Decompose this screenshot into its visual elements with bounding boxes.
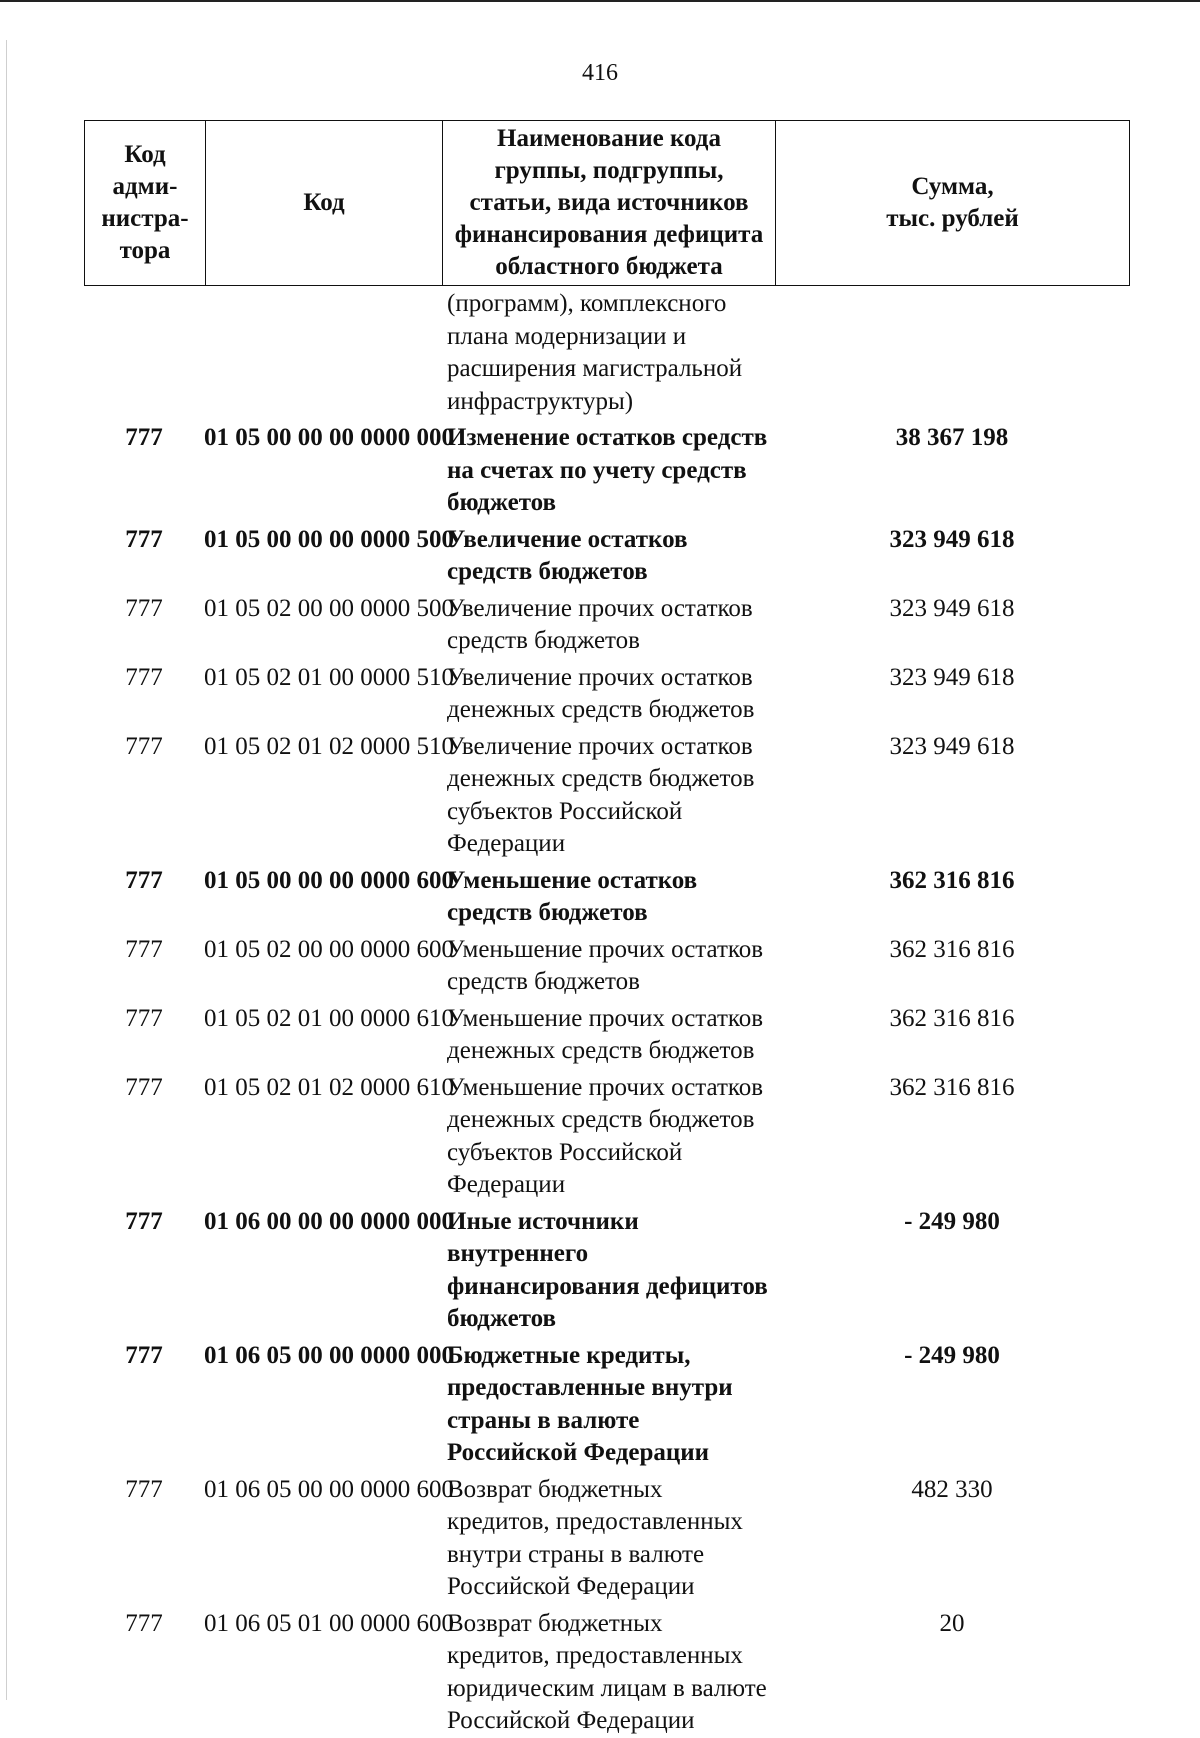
table-row (84, 1474, 1130, 1604)
table-row (84, 1072, 1130, 1202)
cell-name: Уменьшение прочих остатков денежных средств бюджетов (447, 1004, 764, 1064)
cell-sum: 323 949 618 (889, 663, 1015, 691)
cell-name: Возврат бюджетных кредитов, предоставленных юридическим лицам в валюте Российской Федерации (447, 1609, 767, 1734)
cell-code: 01 05 02 01 00 0000 510 (204, 663, 454, 691)
cell-code: 01 05 02 00 00 0000 500 (204, 594, 454, 622)
table-row (84, 422, 1130, 520)
cell-name: Иные источники внутреннего финансирования дефицитов бюджетов (447, 1207, 768, 1332)
cell-admin-code: 777 (125, 1004, 163, 1032)
header-code: Код (205, 121, 442, 285)
cell-sum: 323 949 618 (889, 732, 1015, 760)
cell-name: Уменьшение остатков средств бюджетов (447, 866, 698, 926)
table-row (84, 662, 1130, 727)
cell-code: 01 05 02 01 02 0000 510 (204, 732, 454, 760)
cell-admin-code: 777 (125, 732, 163, 760)
table-row (84, 1206, 1130, 1336)
cell-admin-code: 777 (125, 935, 163, 963)
cell-code: 01 05 00 00 00 0000 500 (204, 525, 454, 553)
cell-code: 01 06 05 00 00 0000 000 (204, 1341, 454, 1369)
cell-code: 01 06 05 00 00 0000 600 (204, 1475, 454, 1503)
cell-name: Увеличение прочих остатков денежных средств бюджетов (447, 663, 755, 723)
cell-name: Возврат бюджетных кредитов, предоставленных внутри страны в валюте Российской Федерации (447, 1475, 743, 1600)
cell-admin-code: 777 (125, 1609, 163, 1637)
header-admin-code: Код адми- нистра- тора (101, 141, 189, 264)
cell-name: Изменение остатков средств на счетах по учету средств бюджетов (447, 424, 768, 516)
cell-sum: 362 316 816 (889, 1004, 1015, 1032)
scan-left-edge (6, 40, 7, 1700)
sources-table (84, 120, 1130, 1738)
cell-sum: 38 367 198 (895, 424, 1009, 451)
cell-code (204, 288, 441, 418)
cell-admin-code: 777 (125, 1073, 163, 1101)
cell-code: 01 05 02 01 00 0000 610 (204, 1004, 454, 1032)
table-header (84, 120, 1130, 286)
cell-admin-code: 777 (125, 424, 163, 451)
cell-name: (программ), комплексного плана модернизации и расширения магистральной инфраструктуры) (447, 290, 743, 415)
cell-admin-code: 777 (125, 594, 163, 622)
cell-sum: 362 316 816 (889, 1073, 1015, 1101)
cell-name: Бюджетные кредиты, предоставленные внутри страны в валюте Российской Федерации (447, 1341, 733, 1466)
cell-code: 01 05 02 01 02 0000 610 (204, 1073, 454, 1101)
table-row (84, 1608, 1130, 1738)
table-row (84, 731, 1130, 861)
cell-code: 01 05 02 00 00 0000 600 (204, 935, 454, 963)
cell-sum: - 249 980 (904, 1341, 1000, 1369)
cell-admin-code: 777 (125, 525, 163, 553)
table-row (84, 1340, 1130, 1470)
cell-admin-code (84, 288, 204, 418)
cell-sum: 482 330 (911, 1475, 993, 1503)
cell-sum: - 249 980 (904, 1207, 1000, 1235)
cell-admin-code: 777 (125, 1475, 163, 1503)
cell-sum: 362 316 816 (889, 935, 1015, 963)
cell-admin-code: 777 (125, 1207, 163, 1235)
cell-sum: 20 (939, 1609, 965, 1637)
cell-sum: 323 949 618 (889, 525, 1015, 553)
cell-name: Увеличение прочих остатков средств бюджетов (447, 594, 753, 654)
header-sum: Сумма, тыс. рублей (775, 121, 1129, 285)
scan-top-edge (0, 0, 1200, 2)
page-number: 416 (582, 60, 618, 86)
table-row (84, 288, 1130, 418)
header-name: Наименование кода группы, подгруппы, статьи, вида источников финансирования дефицита областного бюджета (442, 121, 775, 285)
table-row (84, 865, 1130, 930)
cell-admin-code: 777 (125, 1341, 163, 1369)
table-row (84, 934, 1130, 999)
cell-sum (774, 288, 1130, 418)
cell-name: Уменьшение прочих остатков средств бюджетов (447, 935, 764, 995)
cell-name: Уменьшение прочих остатков денежных средств бюджетов субъектов Российской Федерации (447, 1073, 764, 1198)
cell-code: 01 06 05 01 00 0000 600 (204, 1609, 454, 1637)
cell-sum: 362 316 816 (889, 866, 1015, 894)
table-row (84, 593, 1130, 658)
cell-code: 01 05 00 00 00 0000 000 (204, 424, 454, 451)
table-body (84, 288, 1130, 1738)
cell-code: 01 06 00 00 00 0000 000 (204, 1207, 454, 1235)
cell-sum: 323 949 618 (889, 594, 1015, 622)
table-row (84, 1003, 1130, 1068)
cell-code: 01 05 00 00 00 0000 600 (204, 866, 454, 894)
cell-name: Увеличение остатков средств бюджетов (447, 525, 688, 585)
cell-admin-code: 777 (125, 866, 163, 894)
cell-name: Увеличение прочих остатков денежных средств бюджетов субъектов Российской Федерации (447, 732, 755, 857)
table-row (84, 524, 1130, 589)
cell-admin-code: 777 (125, 663, 163, 691)
